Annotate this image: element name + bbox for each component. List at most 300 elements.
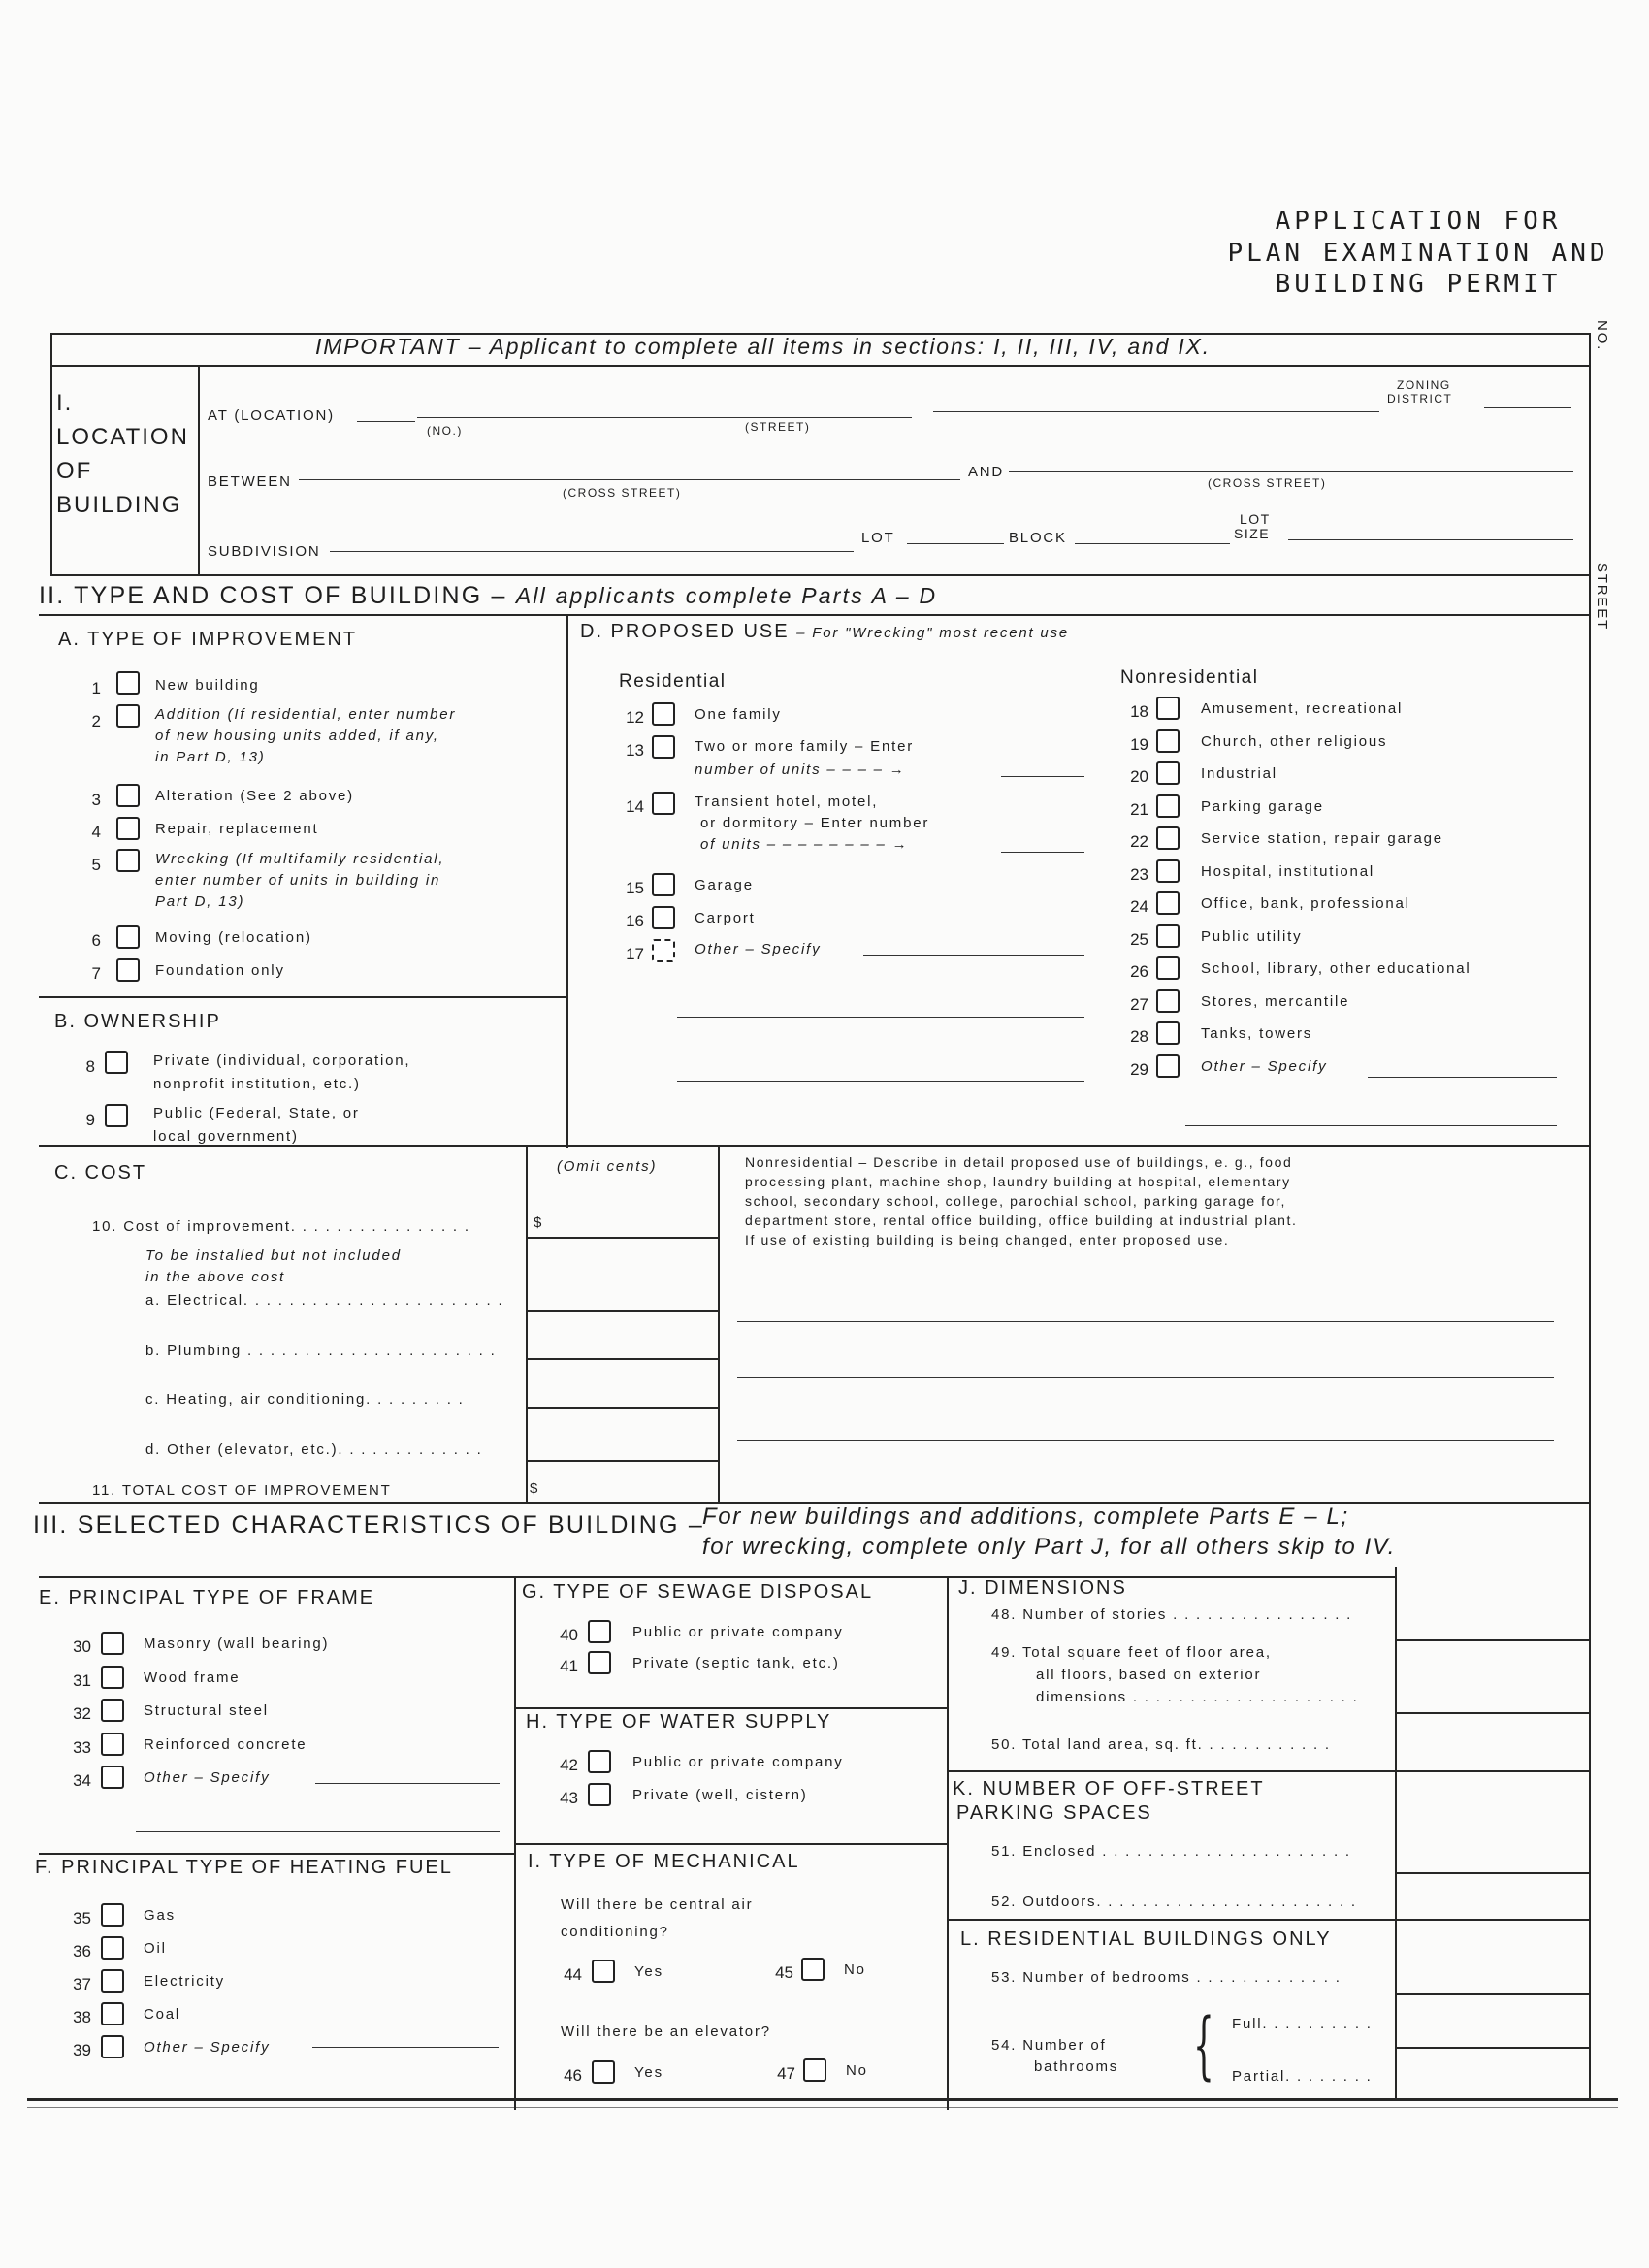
frame-30-label: Masonry (wall bearing) [144,1636,330,1652]
partG-title: G. TYPE OF SEWAGE DISPOSAL [522,1581,874,1603]
heating-label: c. Heating, air conditioning. . . . . . . . . [146,1391,465,1408]
res-15-label: Garage [695,877,754,893]
total-cost-label: 11. TOTAL COST OF IMPROVEMENT [92,1482,392,1499]
partB-item-9-label [153,1102,360,1149]
water-public-checkbox[interactable] [588,1750,611,1773]
partB-item-9-num: 9 [85,1111,95,1129]
sec1-heading-line-3: OF [56,458,93,484]
electrical-label: a. Electrical. . . . . . . . . . . . . . . . . . . . . . . [146,1292,504,1309]
floor-area-line-2: all floors, based on exterior [1036,1667,1262,1683]
sec2-heading [39,582,937,610]
res-13-num: 13 [626,741,644,760]
partA-item-1-label: New building [155,677,260,694]
sec3-head-bottom [39,1576,1397,1578]
zoning-label [1387,378,1452,405]
cost-dollar-sign: $ [534,1215,544,1231]
nonres-describe-line-1: Nonresidential – Describe in detail proposed use of buildings, e. g., food [745,1154,1293,1170]
partE-title: E. PRINCIPAL TYPE OF FRAME [39,1587,375,1608]
sec2-heading-note: All applicants complete Parts A – D [515,583,938,608]
j-k-divider [947,1770,1591,1772]
sec3-note [702,1502,1396,1562]
res-14-num: 14 [626,797,644,816]
a-b-divider [39,996,568,998]
k-l-divider [947,1919,1591,1921]
form-title-line-1: APPLICATION FOR [1275,207,1562,236]
lot-label: LOT [861,530,895,546]
res-13-label [695,735,914,782]
cost-note [146,1246,402,1288]
cost-note-line-1: To be installed but not included [146,1247,402,1264]
sec1-bottom [50,574,1591,576]
frame-right [1589,333,1591,2098]
form-title-line-2: PLAN EXAMINATION AND [1227,238,1609,268]
nonres-19-label: Church, other religious [1201,732,1388,750]
partA-item-4-label: Repair, replacement [155,821,319,837]
partA-item-5-num: 5 [91,856,101,874]
nonres-describe-line-3: school, secondary school, college, parochial school, parking garage for, [745,1193,1287,1209]
nonres-27-checkbox[interactable] [1156,989,1180,1013]
partB-item-8-line-2: nonprofit institution, etc.) [153,1076,361,1092]
side-fragment-no: NO. [1594,320,1610,352]
nonres-20-label: Industrial [1201,765,1277,782]
lot-size-label-line-2: SIZE [1234,526,1271,541]
fuel-38-label: Coal [144,2006,181,2023]
zoning-district-field[interactable] [1484,407,1571,408]
partA-item-5-line-1: Wrecking (If multifamily residential, [155,851,445,867]
nonres-25-checkbox[interactable] [1156,924,1180,948]
elevator-question: Will there be an elevator? [561,2024,771,2040]
nonres-describe-field-3[interactable] [737,1440,1554,1441]
private-ownership-checkbox[interactable] [105,1051,128,1074]
fuel-36-label: Oil [144,1940,167,1957]
nonres-18-num: 18 [1130,702,1148,721]
nonres-23-checkbox[interactable] [1156,859,1180,883]
partG-40-label: Public or private company [632,1624,844,1640]
nonres-29-checkbox[interactable] [1156,1054,1180,1078]
nonres-25-label: Public utility [1201,927,1303,945]
partH-title: H. TYPE OF WATER SUPPLY [526,1711,832,1733]
partA-item-6-num: 6 [91,931,101,950]
res-17-label: Other – Specify [695,941,822,957]
location-no-caption: (NO.) [427,424,463,437]
nonres-26-label: School, library, other educational [1201,960,1471,977]
partH-42-num: 42 [560,1756,578,1774]
floor-area-line-3: dimensions . . . . . . . . . . . . . . . . . . . . [1036,1689,1359,1705]
garage-checkbox[interactable] [652,873,675,896]
block-field[interactable] [1075,543,1230,544]
partC-title: C. COST [54,1162,147,1183]
res-12-num: 12 [626,708,644,727]
partA-item-6-label: Moving (relocation) [155,929,312,946]
res-13-line-1: Two or more family – Enter [695,738,915,755]
res-other-specify-field[interactable] [863,955,1084,956]
partH-43-label: Private (well, cistern) [632,1787,808,1803]
cost-of-improvement-label: 10. Cost of improvement. . . . . . . . . . . . . . . . [92,1218,470,1235]
res-16-num: 16 [626,912,644,930]
ab-d-divider [566,614,568,1148]
bedrooms-label: 53. Number of bedrooms . . . . . . . . . . . . . [991,1969,1342,1986]
nonres-26-checkbox[interactable] [1156,956,1180,980]
nonres-23-num: 23 [1130,864,1148,884]
nonres-22-num: 22 [1130,832,1148,851]
cross-street-caption-1: (CROSS STREET) [563,486,682,500]
partial-bath-cell[interactable] [1398,2050,1588,2096]
fuel-39-label: Other – Specify [144,2039,271,2056]
bedrooms-cell[interactable] [1398,1922,1588,1992]
c-cost-col-left [526,1145,528,1504]
nonres-22-label: Service station, repair garage [1201,830,1443,847]
nonres-18-checkbox[interactable] [1156,697,1180,720]
sewage-private-checkbox[interactable] [588,1651,611,1674]
loc-divider [198,365,200,575]
partA-item-3-num: 3 [91,791,101,809]
stories-label: 48. Number of stories . . . . . . . . . . . . . . . . [991,1606,1353,1623]
omit-cents-label: (Omit cents) [557,1158,658,1175]
floor-area-label [991,1641,1359,1708]
carport-checkbox[interactable] [652,906,675,929]
elevator-yes-label: Yes [634,2064,663,2081]
res-17-num: 17 [626,945,644,963]
l-row-1 [1395,1993,1591,1995]
bathrooms-label [991,2035,1118,2078]
frame-31-label: Wood frame [144,1669,241,1686]
fuel-37-checkbox[interactable] [101,1969,124,1993]
frame-left [50,333,52,575]
cost-total-cell[interactable] [529,1462,717,1501]
nonres-29-num: 29 [1130,1059,1148,1079]
lot-size-label-line-1: LOT [1240,511,1271,527]
partial-bath-label: Partial. . . . . . . . [1232,2068,1373,2085]
res-14-line-2: or dormitory – Enter number [700,815,930,831]
lot-size-field[interactable] [1288,539,1573,540]
fuel-36-num: 36 [73,1942,91,1960]
partK-title-line-1: K. NUMBER OF OFF-STREET [953,1778,1265,1799]
foundation-only-checkbox[interactable] [116,958,140,982]
full-bath-cell[interactable] [1398,1996,1588,2045]
partA-item-2-line-2: of new housing units added, if any, [155,728,439,744]
partA-item-1-num: 1 [91,679,101,697]
form-bottom-2 [27,2107,1618,2108]
partA-title: A. TYPE OF IMPROVEMENT [58,629,358,650]
location-street-field[interactable] [417,417,912,418]
frame-34-label: Other – Specify [144,1769,271,1786]
nonres-describe-line-4: department store, rental office building, office building at industrial plant. [745,1213,1298,1228]
partA-item-7-label: Foundation only [155,962,285,979]
subdivision-label: SUBDIVISION [208,543,321,560]
important-bottom [50,365,1591,367]
cost-heating-cell[interactable] [529,1360,717,1406]
cost-improvement-cell[interactable] [529,1193,717,1236]
form-title-line-3: BUILDING PERMIT [1275,270,1562,299]
nonres-describe-field-1[interactable] [737,1321,1554,1322]
partG-40-num: 40 [560,1626,578,1644]
nonres-describe-line-2: processing plant, machine shop, laundry building at hospital, elementary [745,1174,1291,1189]
sec2-heading-text: II. TYPE AND COST OF BUILDING – [39,582,507,609]
new-building-checkbox[interactable] [116,671,140,695]
c-cost-col-right [718,1145,720,1504]
e-f-divider [39,1853,516,1855]
l-row-2 [1395,2047,1591,2049]
cost-note-line-2: in the above cost [146,1269,286,1285]
fuel-35-checkbox[interactable] [101,1903,124,1927]
form-title [1224,206,1612,301]
j-row-2 [1395,1712,1591,1714]
res-13-line-2: number of units – – – – → [695,761,906,778]
location-extra-field[interactable] [933,411,1379,412]
stories-cell[interactable] [1398,1570,1588,1637]
ac-no-label: No [844,1961,866,1978]
bathrooms-line-1: 54. Number of [991,2037,1107,2054]
land-area-label: 50. Total land area, sq. ft. . . . . . . . . . . . [991,1736,1331,1753]
fuel-38-checkbox[interactable] [101,2002,124,2025]
alteration-checkbox[interactable] [116,784,140,807]
res-other-line-2[interactable] [677,1017,1084,1018]
el-no-num: 47 [777,2064,795,2083]
elevator-yes-checkbox[interactable] [592,2060,615,2084]
nonres-20-num: 20 [1130,767,1148,786]
fuel-36-checkbox[interactable] [101,1936,124,1960]
fuel-other-specify-field[interactable] [312,2047,499,2048]
lot-size-label [1234,512,1271,541]
nonres-other-specify-field[interactable] [1368,1077,1557,1078]
sec1-heading-line-4: BUILDING [56,492,182,518]
sec1-heading [56,386,189,522]
between-street-2-field[interactable] [1009,471,1573,472]
nonres-26-num: 26 [1130,962,1148,981]
res-14-label [695,792,929,856]
enclosed-label: 51. Enclosed . . . . . . . . . . . . . . . . . . . . . . [991,1843,1351,1860]
nonres-21-checkbox[interactable] [1156,794,1180,818]
residential-label: Residential [619,671,727,692]
between-street-1-field[interactable] [299,479,960,480]
fuel-37-label: Electricity [144,1973,225,1990]
partA-item-7-num: 7 [91,964,101,983]
partB-item-8-num: 8 [85,1057,95,1076]
and-label: AND [968,464,1005,480]
at-location-label: AT (LOCATION) [208,407,335,424]
res-13-units-field[interactable] [1001,776,1084,777]
floor-area-line-1: 49. Total square feet of floor area, [991,1644,1272,1661]
nonres-19-num: 19 [1130,734,1148,754]
water-private-checkbox[interactable] [588,1783,611,1806]
nonres-24-num: 24 [1130,897,1148,916]
sec1-heading-line-2: LOCATION [56,424,189,450]
nonres-24-label: Office, bank, professional [1201,895,1410,912]
other-cost-label: d. Other (elevator, etc.). . . . . . . . . . . . . [146,1442,483,1458]
repair-checkbox[interactable] [116,817,140,840]
nonres-describe-line-5: If use of existing building is being changed, enter proposed use. [745,1232,1230,1247]
elevator-no-checkbox[interactable] [803,2058,826,2082]
frame-33-label: Reinforced concrete [144,1735,307,1753]
nonres-24-checkbox[interactable] [1156,891,1180,915]
frame-32-num: 32 [73,1704,91,1723]
fuel-39-checkbox[interactable] [101,2035,124,2058]
subdivision-field[interactable] [330,551,854,552]
fuel-39-num: 39 [73,2041,91,2059]
jkl-answer-col [1395,1567,1397,2098]
partA-item-4-num: 4 [91,823,101,841]
partI-title: I. TYPE OF MECHANICAL [528,1851,800,1872]
res-15-num: 15 [626,879,644,897]
partA-item-2-label [155,704,456,768]
bathrooms-line-2: bathrooms [1034,2058,1119,2075]
partA-item-2-line-1: Addition (If residential, enter number [155,706,457,723]
partA-item-5-label [155,849,444,913]
location-no-field[interactable] [357,421,415,422]
sec2-head-bottom [39,614,1591,616]
ac-no-num: 45 [775,1963,793,1982]
zoning-label-line-1: ZONING [1397,378,1451,392]
nonres-describe [745,1152,1297,1249]
lot-field[interactable] [907,543,1004,544]
nonres-28-label: Tanks, towers [1201,1025,1313,1042]
j-row-1 [1395,1639,1591,1641]
location-street-caption: (STREET) [745,420,811,434]
partD-title-text: D. PROPOSED USE [580,621,790,642]
partH-42-label: Public or private company [632,1754,844,1770]
cross-street-caption-2: (CROSS STREET) [1208,476,1327,490]
addition-checkbox[interactable] [116,704,140,728]
frame-30-checkbox[interactable] [101,1632,124,1655]
sec3-note-line-1: For new buildings and additions, complete Parts E – L; [702,1504,1349,1530]
partA-item-3-label: Alteration (See 2 above) [155,788,354,804]
central-air-question [561,1892,753,1946]
two-or-more-family-checkbox[interactable] [652,735,675,759]
cost-plumbing-cell[interactable] [529,1312,717,1357]
nonres-19-checkbox[interactable] [1156,729,1180,753]
ac-yes-label: Yes [634,1963,663,1980]
nonresidential-label: Nonresidential [1120,667,1259,688]
partD-title-note: – For "Wrecking" most recent use [796,625,1069,641]
partB-title: B. OWNERSHIP [54,1011,221,1032]
partD-title [580,621,1069,643]
sec3-note-line-2: for wrecking, complete only Part J, for all others skip to IV. [702,1534,1396,1560]
between-label: BETWEEN [208,473,292,490]
res-14-line-1: Transient hotel, motel, [695,794,879,810]
partG-41-label: Private (septic tank, etc.) [632,1655,840,1671]
frame-34-num: 34 [73,1771,91,1790]
enclosed-cell[interactable] [1398,1773,1588,1870]
res-other-checkbox[interactable] [652,939,675,962]
frame-32-label: Structural steel [144,1702,269,1719]
nonres-18-label: Amusement, recreational [1201,700,1404,717]
ac-yes-num: 44 [564,1965,582,1984]
partG-41-num: 41 [560,1657,578,1675]
nonres-27-num: 27 [1130,994,1148,1014]
frame-other-line-2[interactable] [136,1831,500,1832]
zoning-label-line-2: DISTRICT [1387,392,1453,405]
frame-30-num: 30 [73,1637,91,1656]
partH-43-num: 43 [560,1789,578,1807]
wrecking-checkbox[interactable] [116,849,140,872]
partA-item-2-line-3: in Part D, 13) [155,749,266,765]
frame-33-num: 33 [73,1737,91,1757]
partJ-title: J. DIMENSIONS [958,1577,1127,1599]
side-fragment-street: STREET [1594,563,1610,631]
floor-area-cell[interactable] [1398,1642,1588,1710]
sec1-heading-line-1: I. [56,390,74,416]
partA-item-5-line-2: enter number of units in building in [155,872,441,889]
ac-no-checkbox[interactable] [801,1958,824,1981]
g-h-divider [514,1707,949,1709]
full-bath-label: Full. . . . . . . . . . [1232,2016,1373,2032]
central-air-question-line-2: conditioning? [561,1924,669,1940]
partA-item-2-num: 2 [91,712,101,730]
important-banner: IMPORTANT – Applicant to complete all items in sections: I, II, III, IV, and IX. [315,334,1211,359]
nonres-describe-field-2[interactable] [737,1377,1554,1378]
form-bottom [27,2098,1618,2101]
partA-item-5-line-3: Part D, 13) [155,893,245,910]
elevator-no-label: No [846,2062,868,2079]
sec3-heading: III. SELECTED CHARACTERISTICS OF BUILDING – [33,1511,704,1539]
res-14-line-3: of units – – – – – – – – → [700,836,909,853]
frame-31-checkbox[interactable] [101,1666,124,1689]
el-yes-num: 46 [564,2066,582,2085]
land-area-cell[interactable] [1398,1715,1588,1769]
central-air-question-line-1: Will there be central air [561,1896,754,1913]
frame-32-checkbox[interactable] [101,1699,124,1722]
k-row-1 [1395,1872,1591,1874]
moving-checkbox[interactable] [116,925,140,949]
nonres-29-label: Other – Specify [1201,1057,1328,1075]
partB-item-8-line-1: Private (individual, corporation, [153,1053,411,1069]
fuel-37-num: 37 [73,1975,91,1993]
partK-title [953,1777,1265,1826]
total-dollar-sign: $ [530,1480,540,1497]
partB-item-8-label [153,1050,410,1096]
nonres-22-checkbox[interactable] [1156,826,1180,850]
res-other-line-3[interactable] [677,1081,1084,1082]
sewage-public-checkbox[interactable] [588,1620,611,1643]
res-14-units-field[interactable] [1001,852,1084,853]
frame-34-checkbox[interactable] [101,1766,124,1789]
cost-electrical-cell[interactable] [529,1239,717,1309]
nonres-23-label: Hospital, institutional [1201,862,1374,880]
nonres-28-checkbox[interactable] [1156,1021,1180,1045]
public-ownership-checkbox[interactable] [105,1104,128,1127]
frame-other-specify-field[interactable] [315,1783,500,1784]
frame-31-num: 31 [73,1670,91,1690]
res-16-label: Carport [695,910,756,926]
partF-title: F. PRINCIPAL TYPE OF HEATING FUEL [35,1857,453,1878]
nonres-20-checkbox[interactable] [1156,761,1180,785]
one-family-checkbox[interactable] [652,702,675,726]
nonres-other-line-2[interactable] [1185,1125,1557,1126]
h-i-divider [514,1843,949,1845]
partB-item-9-line-1: Public (Federal, State, or [153,1105,360,1121]
fuel-35-num: 35 [73,1909,91,1928]
transient-hotel-checkbox[interactable] [652,792,675,815]
block-label: BLOCK [1009,530,1067,546]
fuel-35-label: Gas [144,1907,176,1924]
cost-other-cell[interactable] [529,1409,717,1459]
partK-title-line-2: PARKING SPACES [956,1802,1152,1824]
nonres-28-num: 28 [1130,1027,1148,1046]
nonres-25-num: 25 [1130,929,1148,949]
partB-item-9-line-2: local government) [153,1128,299,1145]
nonres-27-label: Stores, mercantile [1201,992,1350,1010]
outdoors-label: 52. Outdoors. . . . . . . . . . . . . . . . . . . . . . . [991,1894,1357,1910]
ac-yes-checkbox[interactable] [592,1960,615,1983]
outdoors-cell[interactable] [1398,1875,1588,1918]
partL-title: L. RESIDENTIAL BUILDINGS ONLY [960,1928,1332,1950]
bathroom-brace-icon: { [1193,2001,1214,2088]
fuel-38-num: 38 [73,2008,91,2026]
plumbing-label: b. Plumbing . . . . . . . . . . . . . . . . . . . . . . [146,1343,497,1359]
res-12-label: One family [695,706,782,723]
nonres-21-label: Parking garage [1201,797,1324,815]
frame-33-checkbox[interactable] [101,1733,124,1756]
